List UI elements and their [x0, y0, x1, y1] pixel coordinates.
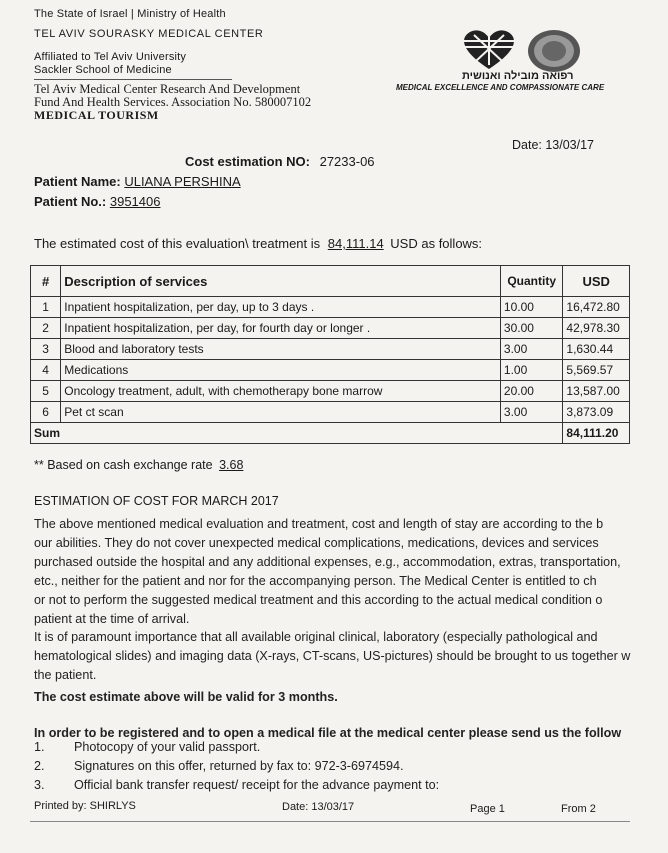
affiliation-line: Affiliated to Tel Aviv University — [34, 51, 187, 63]
step-2: 2. Signatures on this offer, returned by fax to: 972-3-6974594. — [34, 759, 404, 773]
table-row — [31, 402, 630, 423]
footer-page: Page 1 — [470, 803, 505, 815]
table-row — [31, 339, 630, 360]
step-3: 3. Official bank transfer request/ receipt for the advance payment to: — [34, 778, 440, 792]
intro-after: USD as follows: — [390, 236, 483, 251]
header-divider — [34, 79, 232, 80]
estimation-value: 27233-06 — [319, 154, 375, 169]
footer-divider — [30, 821, 630, 822]
documents-paragraph — [34, 628, 630, 685]
school-line: Sackler School of Medicine — [34, 64, 172, 76]
terms-line-2: our abilities. They do not cover unexpected medical complications, medications, devices and services — [34, 536, 599, 550]
row-usd: 42,978.30 — [563, 318, 630, 339]
row-quantity: 1.00 — [500, 360, 563, 381]
exchange-rate: 3.68 — [219, 458, 244, 472]
row-quantity: 20.00 — [500, 381, 563, 402]
footer-total-pages: From 2 — [561, 803, 596, 815]
intro-amount: 84,111.14 — [327, 236, 384, 251]
sum-label: Sum — [31, 423, 563, 444]
row-quantity: 3.00 — [500, 339, 563, 360]
row-number: 1 — [31, 297, 61, 318]
documents-line-1: It is of paramount importance that all available original clinical, laboratory (especially pathological and — [34, 630, 598, 644]
patient-no-row — [34, 194, 160, 209]
cost-table — [30, 265, 630, 444]
estimation-month: ESTIMATION OF COST FOR MARCH 2017 — [34, 494, 279, 508]
patient-name: ULIANA PERSHINA — [124, 174, 241, 189]
intro-line — [34, 236, 482, 251]
english-tagline: MEDICAL EXCELLENCE AND COMPASSIONATE CARE — [396, 83, 605, 92]
row-usd: 5,569.57 — [563, 360, 630, 381]
sum-row — [31, 423, 630, 444]
row-description: Inpatient hospitalization, per day, for fourth day or longer . — [61, 318, 501, 339]
row-description: Medications — [61, 360, 501, 381]
terms-line-6: patient at the time of arrival. — [34, 612, 190, 626]
exchange-text: ** Based on cash exchange rate — [34, 458, 213, 472]
registration-intro: In order to be registered and to open a medical file at the medical center please send us the follow — [34, 726, 622, 740]
patient-name-label: Patient Name: — [34, 174, 121, 189]
patient-no-label: Patient No.: — [34, 194, 107, 209]
terms-line-1: The above mentioned medical evaluation and treatment, cost and length of stay are according to the b — [34, 517, 604, 531]
terms-line-4: etc., neither for the patient and nor for the accompanying person. The Medical Center is entitled to ch — [34, 574, 597, 588]
table-row — [31, 318, 630, 339]
row-usd: 16,472.80 — [563, 297, 630, 318]
row-quantity: 10.00 — [500, 297, 563, 318]
col-header-usd: USD — [563, 266, 630, 297]
terms-line-3: purchased outside the hospital and any additional expenses, e.g., accommodation, extras, transportation, — [34, 555, 621, 569]
documents-line-2: hematological slides) and imaging data (X-rays, CT-scans, US-pictures) should be brought to us together w — [34, 649, 631, 663]
row-number: 3 — [31, 339, 61, 360]
intro-before: The estimated cost of this evaluation\ treatment is — [34, 236, 321, 251]
terms-paragraph — [34, 515, 621, 629]
step-1: 1. Photocopy of your valid passport. — [34, 740, 261, 754]
footer-printed-by: Printed by: SHIRLYS — [34, 800, 136, 812]
row-quantity: 3.00 — [500, 402, 563, 423]
table-row — [31, 381, 630, 402]
row-usd: 13,587.00 — [563, 381, 630, 402]
registration-steps — [34, 738, 439, 795]
ministry-line: The State of Israel | Ministry of Health — [34, 8, 226, 20]
estimation-number — [185, 154, 375, 169]
row-number: 5 — [31, 381, 61, 402]
hospital-name: TEL AVIV SOURASKY MEDICAL CENTER — [34, 28, 264, 40]
documents-line-3: the patient. — [34, 668, 97, 682]
terms-line-5: or not to perform the suggested medical treatment and this according to the actual medical condition o — [34, 593, 603, 607]
col-header-number: # — [31, 266, 61, 297]
row-usd: 3,873.09 — [563, 402, 630, 423]
fund-line-2: Fund And Health Services. Association No. 580007102 — [34, 95, 312, 109]
table-row — [31, 360, 630, 381]
row-quantity: 30.00 — [500, 318, 563, 339]
col-header-quantity: Quantity — [500, 266, 563, 297]
row-number: 6 — [31, 402, 61, 423]
medical-tourism-line: MEDICAL TOURISM — [34, 108, 159, 122]
row-usd: 1,630.44 — [563, 339, 630, 360]
document-date: Date: 13/03/17 — [512, 138, 595, 152]
table-row — [31, 297, 630, 318]
hebrew-tagline: רפואה מובילה ואנושית — [462, 70, 574, 82]
row-description: Pet ct scan — [61, 402, 501, 423]
row-number: 4 — [31, 360, 61, 381]
row-number: 2 — [31, 318, 61, 339]
row-description: Inpatient hospitalization, per day, up to 3 days . — [61, 297, 501, 318]
estimation-label: Cost estimation NO: — [185, 154, 310, 169]
fund-line-1: Tel Aviv Medical Center Research And Development — [34, 82, 301, 96]
patient-no: 3951406 — [109, 194, 161, 209]
footer-date: Date: 13/03/17 — [282, 801, 355, 813]
table-header-row — [31, 266, 630, 297]
patient-name-row — [34, 174, 241, 189]
col-header-description: Description of services — [61, 266, 501, 297]
exchange-rate-note — [34, 458, 243, 472]
row-description: Blood and laboratory tests — [61, 339, 501, 360]
row-description: Oncology treatment, adult, with chemotherapy bone marrow — [61, 381, 501, 402]
validity-note: The cost estimate above will be valid for 3 months. — [34, 690, 338, 704]
sum-value: 84,111.20 — [563, 423, 630, 444]
